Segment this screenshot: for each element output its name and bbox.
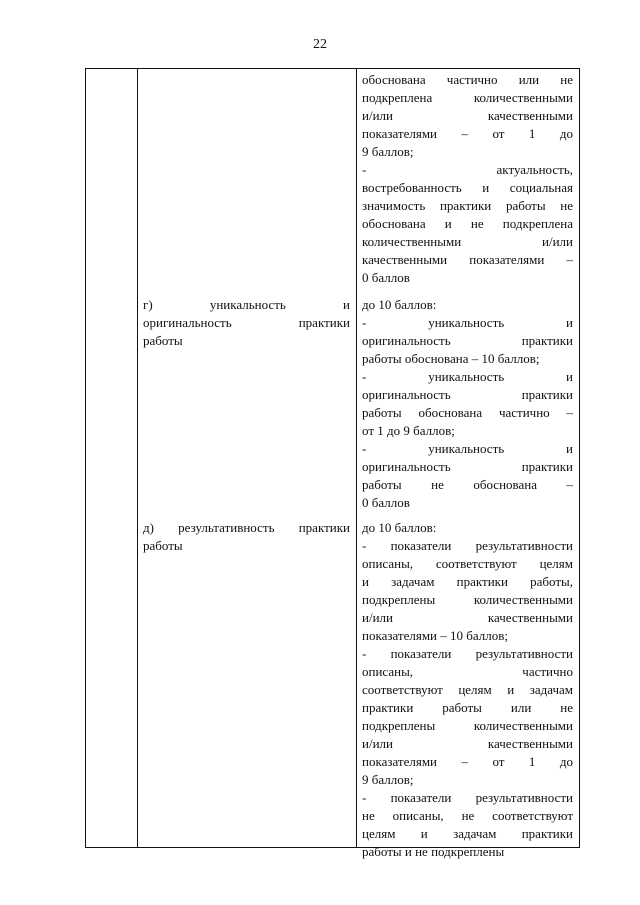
criteria-table [85,68,580,859]
page-number: 22 [313,37,327,52]
criterion-column [138,69,357,848]
description-line: оригинальность практики [362,387,573,402]
description-line: - уникальность и [362,315,573,330]
description-line: и/или качественными [362,610,573,625]
description-line: 0 баллов [362,495,410,510]
description-line: количественными и/или [362,234,573,249]
criterion-line: оригинальность практики [143,315,350,330]
description-line: оригинальность практики [362,333,573,348]
description-line: - показатели результативности [362,538,573,553]
description-line: - уникальность и [362,369,573,384]
description-line: до 10 баллов: [362,297,437,312]
description-line: качественными показателями – [362,252,573,267]
description-line: показателями – от 1 до [362,126,573,141]
description-line: соответствуют целям и задачам [362,682,573,697]
description-line: подкреплены количественными [362,592,573,607]
criterion-line: работы [143,333,183,348]
description-line: практики работы или не [362,700,573,715]
description-line: показателями – 10 баллов; [362,628,508,643]
description-line: работы обоснована частично – [362,405,573,420]
description-uniqueness [362,296,573,512]
description-line: - уникальность и [362,441,573,456]
description-line: описаны, соответствуют целям [362,556,573,571]
description-line: работы не обоснована – [362,477,573,492]
description-line: обоснована и не подкреплена [362,216,573,231]
description-line: от 1 до 9 баллов; [362,423,455,438]
criterion-line: г) уникальность и [143,297,350,312]
description-line: подкреплены количественными [362,718,573,733]
description-line: оригинальность практики [362,459,573,474]
description-line: - показатели результативности [362,790,573,805]
description-relevance-continued [362,71,573,287]
description-line: - актуальность, [362,162,573,177]
criterion-line: работы [143,538,183,553]
description-line: 0 баллов [362,270,410,285]
description-line: работы и не подкреплены [362,844,505,859]
description-line: значимость практики работы не [362,198,573,213]
description-line: не описаны, не соответствуют [362,808,573,823]
description-line: обоснована частично или не [362,72,573,87]
number-column [86,69,138,848]
description-effectiveness [362,519,573,861]
table-row [86,69,580,848]
criterion-line: д) результативность практики [143,520,350,535]
description-line: целям и задачам практики [362,826,573,841]
description-line: до 10 баллов: [362,520,437,535]
description-line: - показатели результативности [362,646,573,661]
description-line: 9 баллов; [362,144,414,159]
description-line: и задачам практики работы, [362,574,573,589]
description-line: 9 баллов; [362,772,414,787]
criterion-uniqueness [143,296,350,350]
description-line: и/или качественными [362,108,573,123]
description-line: работы обоснована – 10 баллов; [362,351,540,366]
criterion-effectiveness [143,519,350,555]
description-line: показателями – от 1 до [362,754,573,769]
description-column [357,69,580,859]
description-line: описаны, частично [362,664,573,679]
description-line: подкреплена количественными [362,90,573,105]
description-line: востребованность и социальная [362,180,573,195]
description-line: и/или качественными [362,736,573,751]
